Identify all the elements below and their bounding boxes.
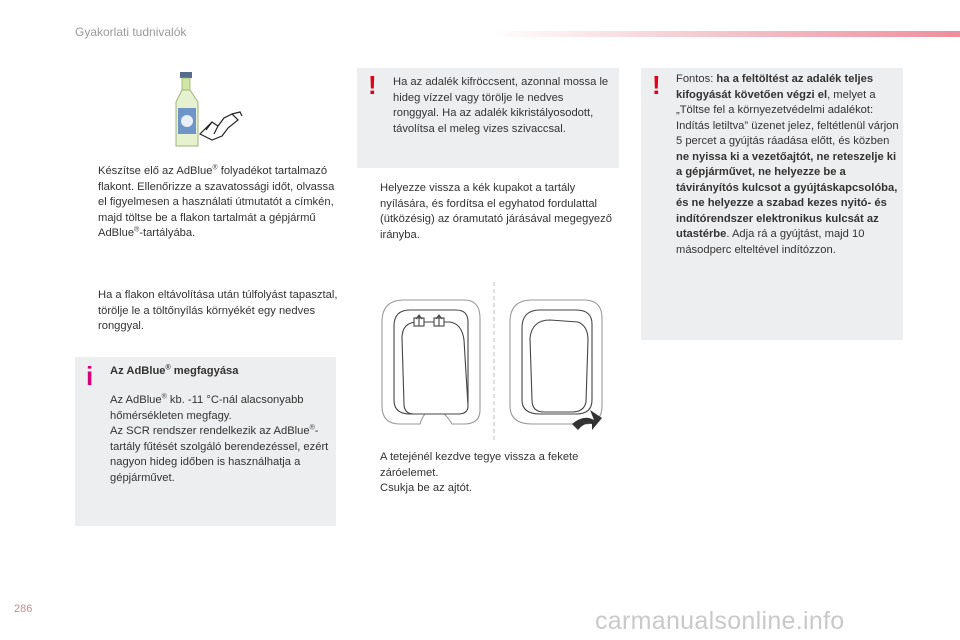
info-box-freezing <box>75 357 336 526</box>
footer-watermark: carmanualsonline.info <box>595 607 845 635</box>
bullet-replace-cover: A tetejénél kezdve tegye vissza a fekete záróelemet. <box>380 451 579 479</box>
bullet-wipe-overflow: Ha a flakon eltávolítása után túlfolyást tapasztal, törölje le a töltőnyílás környékét egy nedves ronggyal. <box>98 289 338 332</box>
info-icon: i <box>86 361 94 391</box>
filler-door-illustration <box>372 282 612 442</box>
filler-door-cap-icon <box>510 300 602 424</box>
page-number: 286 <box>14 603 33 615</box>
info-box-title: Az AdBlue® megfagyása <box>110 364 239 377</box>
adblue-bottle-illustration <box>160 68 244 150</box>
fuel-nozzle-icon <box>200 112 242 140</box>
bullet-prepare-bottle: Készítse elő az AdBlue® folyadékot tartalmazó flakont. Ellenőrizze a szavatossági időt, olvassa el figyelmesen a használati útmutatót a címkén, majd töltse be a flakon tartalmát a gépjármű AdBlue®-tartályába. <box>98 164 335 239</box>
warning-icon: ! <box>368 70 377 100</box>
bullet-replace-cap: Helyezze vissza a kék kupakot a tartály nyílására, és fordítsa el egyhatod fordulattal (ütközésig) az óramutató járásával megegyező irányba. <box>380 182 612 241</box>
info-box-body: Az AdBlue® kb. -11 °C-nál alacsonyabb hőmérsékleten megfagy. Az SCR rendszer rendelkezik az AdBlue®-tartály fűtését szolgáló berendezéssel, ezért nagyon hideg időben is használhatja a gépjárművet. <box>110 393 329 484</box>
section-title: Gyakorlati tudnivalók <box>75 25 187 39</box>
warning-box-splash <box>357 68 619 168</box>
warning-box-important-text: Fontos: ha a feltöltést az adalék teljes kifogyását követően végzi el, melyet a „Töltse fel a környezetvédelmi adalékot: Indítás letiltva” üzenet jelez, feltétlenül várjon 5 percet a gyújtás ráadása előtt, és közben ne nyissa ki a vezetőajtót, ne reteszelje ki a gépjárművet, ne helyezze be a távirányítós kulcsot a gyújtáskapcsolóba, és ne helyezze a szabad kezes nyitó- és indítórendszer elektronikus kulcsát az utastérbe. Adja rá a gyújtást, majd 10 másodperc elteltével indítózzon. <box>676 73 899 256</box>
filler-door-icon <box>382 300 480 424</box>
bullet-close-door: Csukja be az ajtót. <box>380 482 473 494</box>
header-accent-bar <box>490 31 960 37</box>
rotation-arrow-icon <box>572 410 602 430</box>
adblue-bottle-icon <box>176 72 198 146</box>
warning-icon: ! <box>652 70 661 100</box>
warning-box-text: Ha az adalék kifröccsent, azonnal mossa le hideg vízzel vagy törölje le nedves ronggyal. Ha az adalék kikristályosodott, távolítsa el meleg vizes szivaccsal. <box>393 76 609 135</box>
warning-box-important <box>641 68 903 340</box>
